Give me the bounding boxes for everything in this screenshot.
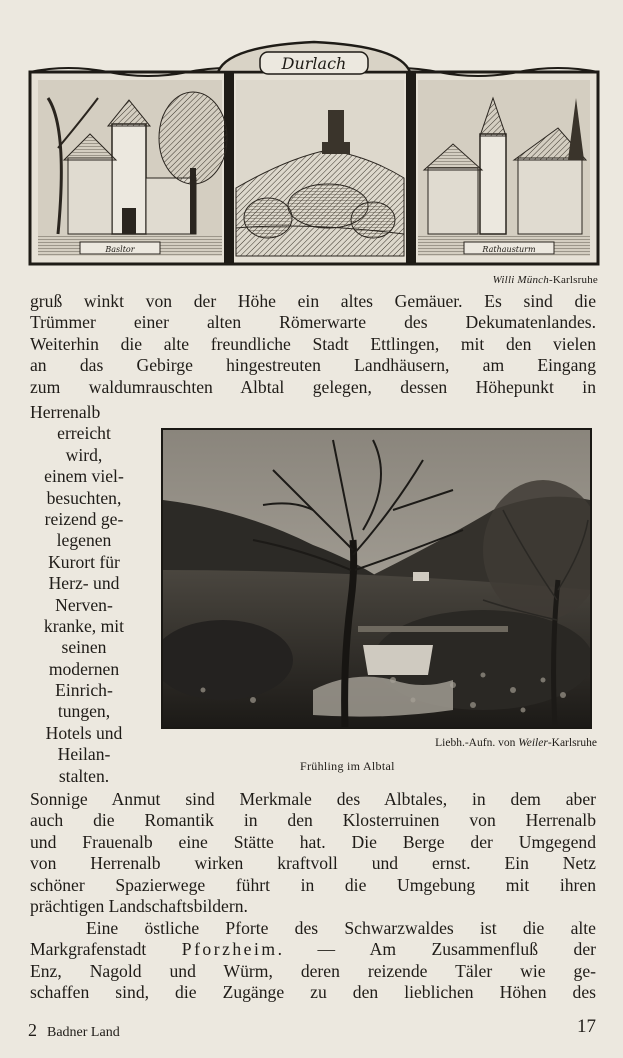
text-line: legenen bbox=[56, 530, 112, 551]
text-line: schaffen sind, die Zugänge zu den lieblichen Höhen des bbox=[30, 982, 596, 1003]
text-line: wird, bbox=[65, 444, 103, 465]
text-line: modernen bbox=[48, 658, 120, 679]
signature-mark: 2 bbox=[28, 1020, 37, 1040]
text-line: Heilan- bbox=[57, 744, 111, 765]
text-line: Nerven- bbox=[55, 594, 113, 615]
text-line: Trümmer einer alten Römerwarte des Dekumatenlandes. bbox=[30, 312, 596, 333]
text-fragment: Markgrafenstadt bbox=[30, 939, 182, 960]
text-line: Sonnige Anmut sind Merkmale des Albtales, in dem aber bbox=[30, 789, 596, 809]
place-name-pforzheim: Pforzheim bbox=[181, 939, 278, 960]
book-title: Badner Land bbox=[47, 1025, 120, 1040]
text-line: auch die Romantik in den Klosterruinen von Herrenalb bbox=[30, 810, 596, 831]
text-line: seinen bbox=[61, 637, 107, 658]
banner-left-label: Basltor bbox=[105, 245, 135, 254]
text-line: erreicht bbox=[57, 423, 111, 444]
text-line: stalten. bbox=[58, 765, 110, 786]
banner-right-label: Rathausturm bbox=[482, 245, 536, 254]
photo-credit-name: Weiler bbox=[518, 737, 548, 749]
text-line: schöner Spazierwege führt in die Umgebung mit ihren bbox=[30, 874, 596, 895]
text-line: kranke, mit bbox=[43, 615, 125, 636]
text-line: Herz- und bbox=[48, 573, 120, 594]
banner-credit bbox=[493, 274, 598, 286]
footer-signature bbox=[28, 1020, 120, 1041]
text-line: Kurort für bbox=[48, 551, 120, 572]
paragraph-1 bbox=[30, 291, 596, 398]
photo-credit-place: -Karlsruhe bbox=[547, 737, 597, 749]
text-line: zum waldumrauschten Albtal gelegen, dessen Höhepunkt in bbox=[30, 376, 596, 397]
text-line: besuchten, bbox=[46, 487, 122, 508]
text-line: Eine östliche Pforte des Schwarzwaldes ist die alte bbox=[86, 918, 596, 938]
banner-title: Durlach bbox=[281, 54, 347, 73]
paragraph-2 bbox=[30, 789, 596, 917]
photo-caption: Frühling im Albtal bbox=[300, 759, 395, 773]
photo-credit-prefix: Liebh.-Aufn. von bbox=[435, 737, 519, 749]
text-line bbox=[30, 939, 596, 960]
text-line: und Frauenalb eine Stätte hat. Die Berge der Umgegend bbox=[30, 831, 596, 852]
photo-credit bbox=[435, 737, 597, 749]
text-line: Hotels und bbox=[45, 722, 123, 743]
durlach-banner-illustration bbox=[28, 38, 600, 268]
text-line: Herrenalb bbox=[30, 402, 101, 422]
page-number: 17 bbox=[577, 1016, 596, 1037]
text-line: prächtigen Landschaftsbildern. bbox=[30, 895, 248, 916]
text-line: Weiterhin die alte freundliche Stadt Ettlingen, mit den vielen bbox=[30, 333, 596, 354]
text-fragment: . — Am Zusammenfluß der bbox=[277, 939, 596, 960]
paragraph-3 bbox=[30, 918, 596, 1004]
banner-credit-place: -Karlsruhe bbox=[548, 274, 598, 286]
side-text-column bbox=[30, 402, 138, 787]
text-line: reizend ge- bbox=[44, 508, 124, 529]
text-line: von Herrenalb wirken kraftvoll und ernst. Ein Netz bbox=[30, 853, 596, 874]
albtal-photo bbox=[161, 428, 592, 729]
text-line: tungen, bbox=[57, 701, 111, 722]
text-line: Enz, Nagold und Würm, deren reizende Täler wie ge- bbox=[30, 960, 596, 981]
text-line: einem viel- bbox=[44, 466, 124, 487]
text-line: an das Gebirge hingestreuten Landhäusern, am Eingang bbox=[30, 355, 596, 376]
text-line: Einrich- bbox=[55, 680, 113, 701]
text-line: gruß winkt von der Höhe ein altes Gemäuer. Es sind die bbox=[30, 291, 596, 311]
banner-credit-name: Willi Münch bbox=[492, 274, 549, 286]
